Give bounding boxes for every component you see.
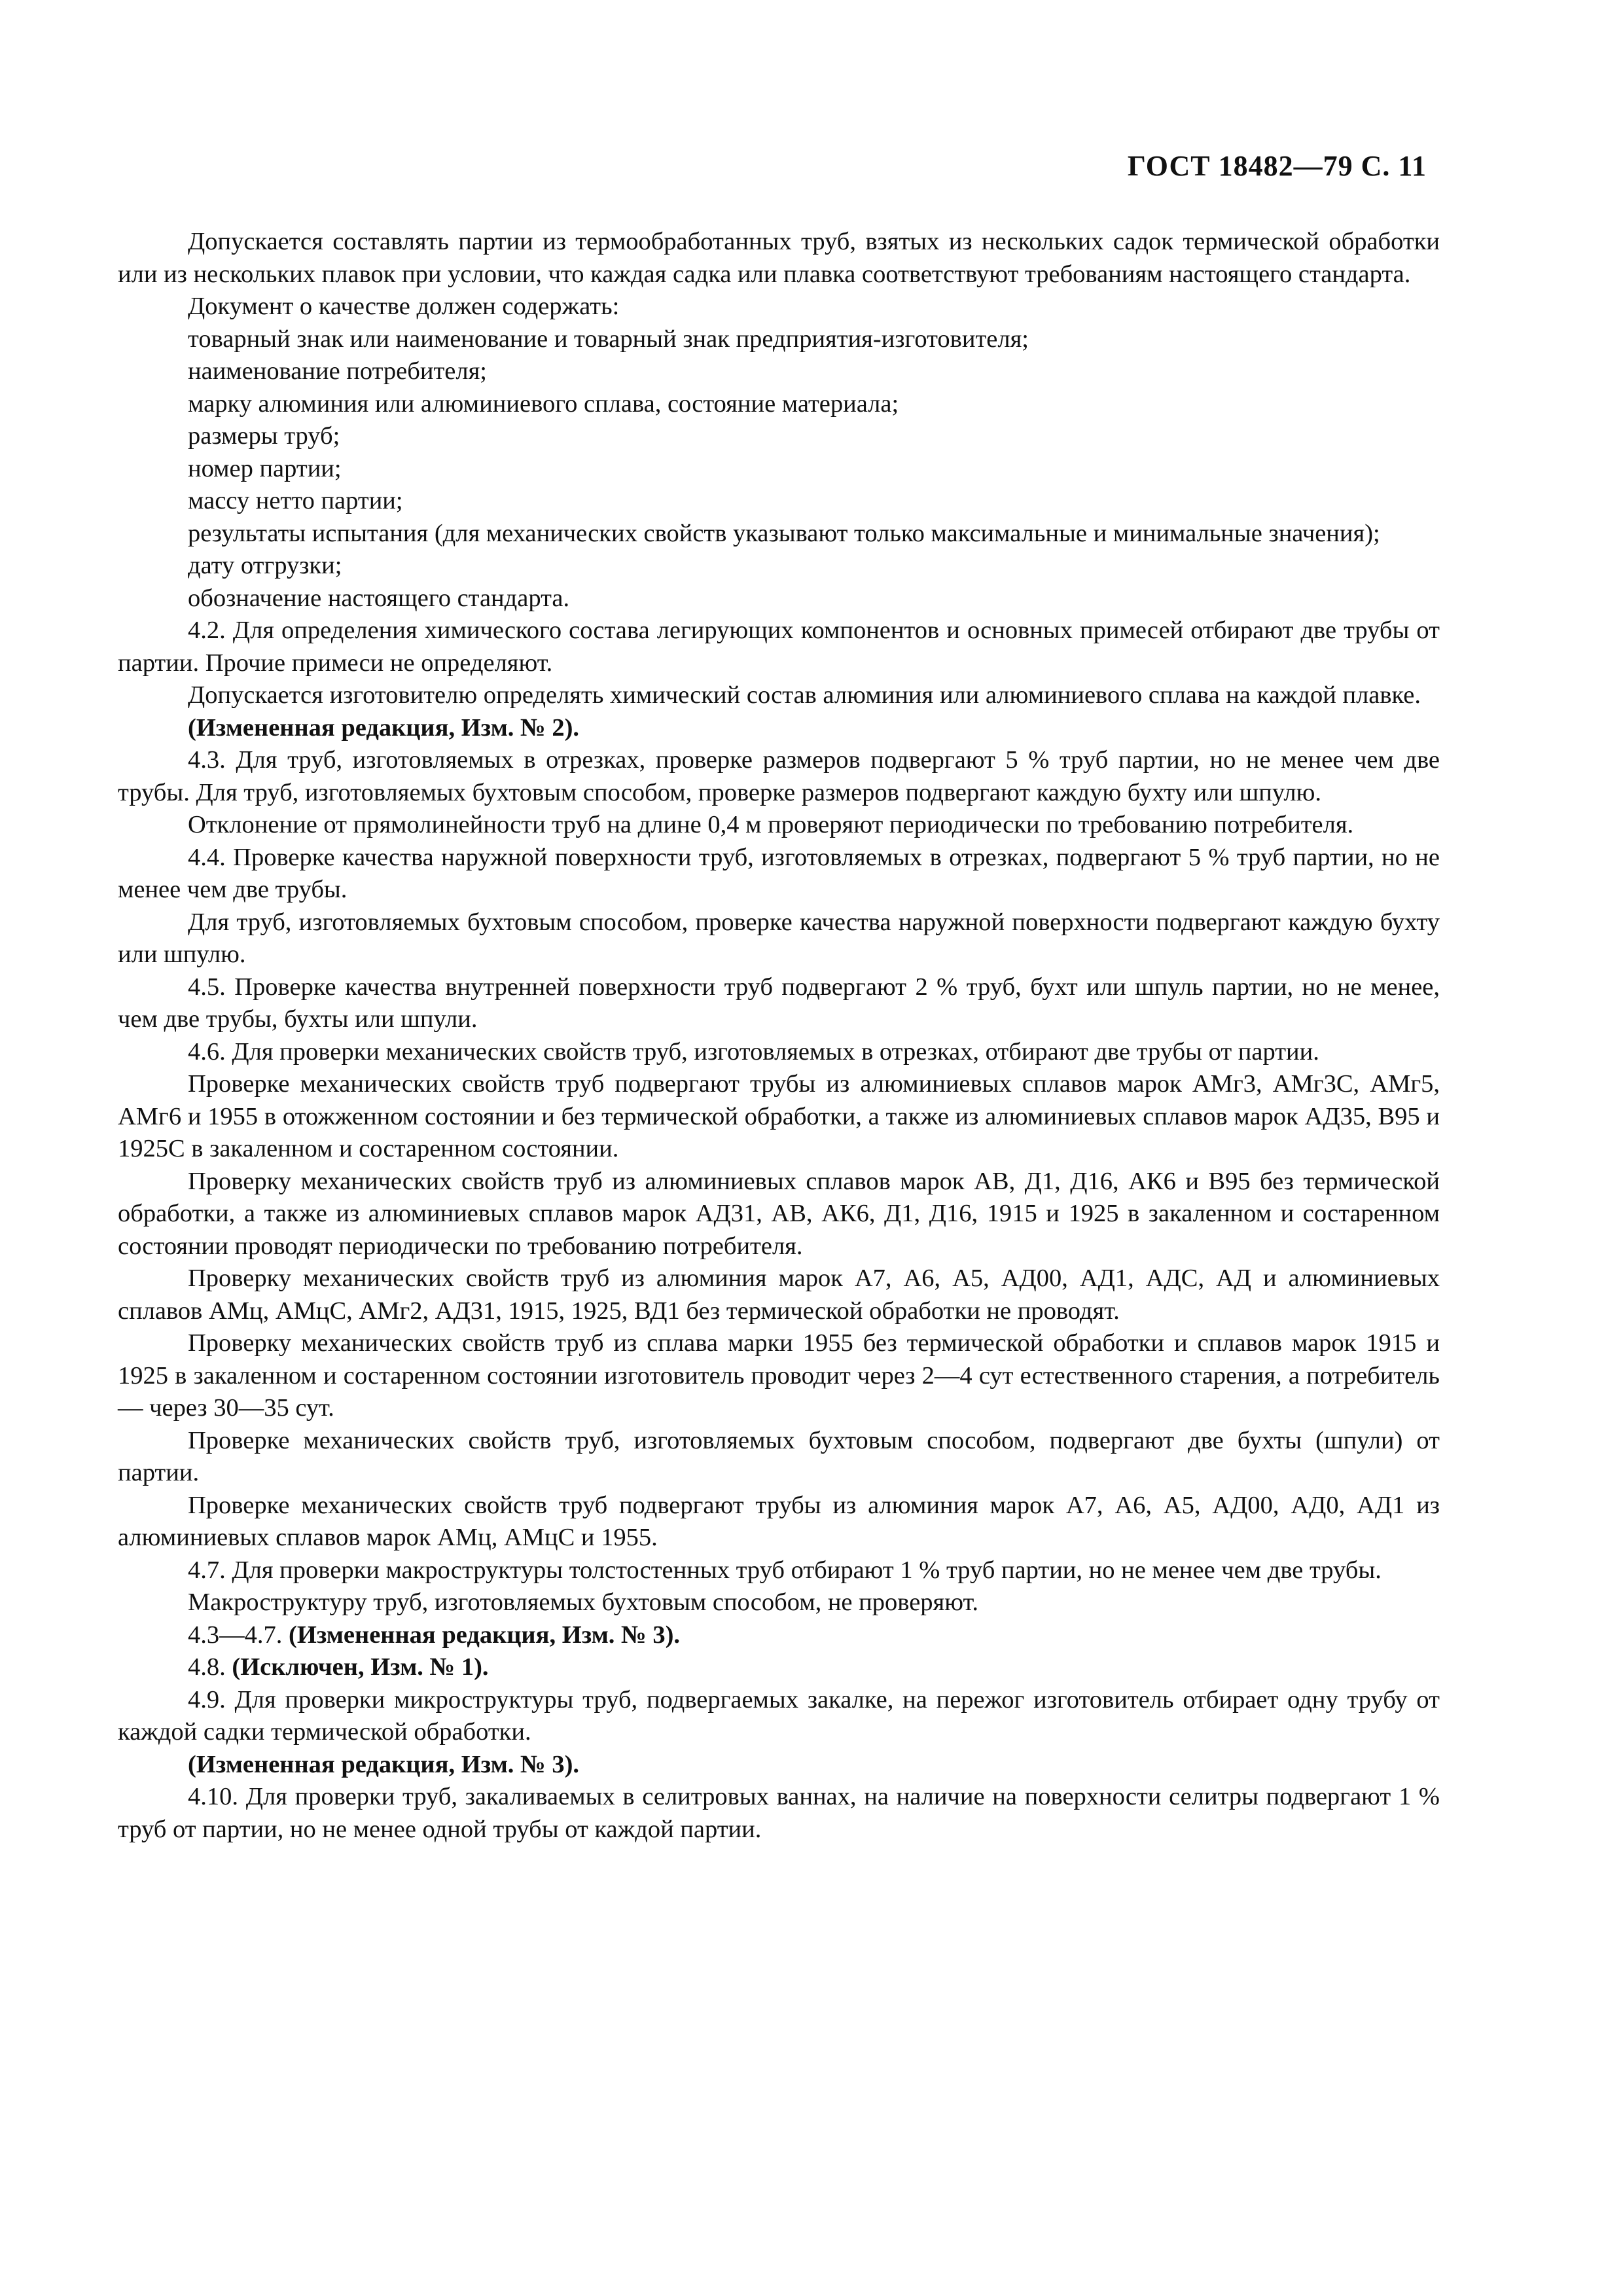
list-item: массу нетто партии; bbox=[188, 487, 403, 514]
clause-4-8: 4.8. (Исключен, Изм. № 1). bbox=[188, 1653, 489, 1681]
paragraph: Допускается составлять партии из термообработанных труб, взятых из нескольких садок термической обработки или из нескольких плавок при условии, что каждая садка или плавка соответствуют требованиям настоящего стандарта. bbox=[118, 228, 1440, 288]
list-item: номер партии; bbox=[188, 454, 342, 482]
page-header: ГОСТ 18482—79 С. 11 bbox=[1127, 150, 1427, 182]
amendment-note-text: (Измененная редакция, Изм. № 2). bbox=[188, 713, 580, 742]
clause-4-6: 4.6. Для проверки механических свойств труб, изготовляемых в отрезках, отбирают две трубы от партии. bbox=[188, 1037, 1319, 1066]
paragraph: Допускается изготовителю определять химический состав алюминия или алюминиевого сплава на каждой плавке. bbox=[188, 681, 1421, 709]
clause-4-7: 4.7. Для проверки макроструктуры толстостенных труб отбирают 1 % труб партии, но не менее чем две трубы. bbox=[188, 1556, 1382, 1584]
paragraph: Отклонение от прямолинейности труб на длине 0,4 м проверяют периодически по требованию потребителя. bbox=[188, 811, 1354, 838]
clause-4-3: 4.3. Для труб, изготовляемых в отрезках, проверке размеров подвергают 5 % труб партии, но не менее чем две трубы. Для труб, изготовляемых бухтовым способом, проверке размеров подвергают каждую бухту или шпулю. bbox=[118, 746, 1440, 806]
amendment-note-text: (Измененная редакция, Изм. № 3). bbox=[188, 1750, 580, 1778]
clause-4-5: 4.5. Проверке качества внутренней поверхности труб подвергают 2 % труб, бухт или шпуль партии, но не менее, чем две трубы, бухты или шпули. bbox=[118, 973, 1440, 1033]
list-item: результаты испытания (для механических свойств указывают только максимальные и минимальные значения); bbox=[188, 519, 1380, 547]
clause-4-4: 4.4. Проверке качества наружной поверхности труб, изготовляемых в отрезках, подвергают 5 % труб партии, но не менее чем две трубы. bbox=[118, 843, 1440, 903]
paragraph: Проверку механических свойств труб из алюминиевых сплавов марок АВ, Д1, Д16, АК6 и В95 без термической обработки, а также из алюминиевых сплавов марок АД31, АВ, АК6, Д1, Д16, 1915 и 1925 в закаленном и состаренном состоянии проводят периодически по требованию потребителя. bbox=[118, 1167, 1440, 1260]
amendment-note: 4.3—4.7. (Измененная редакция, Изм. № 3). bbox=[188, 1621, 681, 1649]
list-item: товарный знак или наименование и товарный знак предприятия-изготовителя; bbox=[188, 325, 1029, 353]
clause-4-2: 4.2. Для определения химического состава легирующих компонентов и основных примесей отбирают две трубы от партии. Прочие примеси не определяют. bbox=[118, 617, 1440, 677]
paragraph: Проверке механических свойств труб, изготовляемых бухтовым способом, подвергают две бухты (шпули) от партии. bbox=[118, 1426, 1440, 1486]
paragraph: Проверку механических свойств труб из сплава марки 1955 без термической обработки и сплавов марок 1915 и 1925 в закаленном и состаренном состоянии изготовитель проводит через 2—4 сут естественного старения, а потребитель — через 30—35 сут. bbox=[118, 1329, 1440, 1422]
list-item: размеры труб; bbox=[188, 422, 340, 450]
clause-4-9: 4.9. Для проверки микроструктуры труб, подвергаемых закалке, на пережог изготовитель отбирает одну трубу от каждой садки термической обработки. bbox=[118, 1685, 1440, 1746]
paragraph: Документ о качестве должен содержать: bbox=[188, 293, 620, 320]
paragraph: Проверке механических свойств труб подвергают трубы из алюминия марок А7, А6, А5, АД00, АД0, АД1 из алюминиевых сплавов марок АМц, АМцС и 1955. bbox=[118, 1491, 1440, 1551]
paragraph: Проверке механических свойств труб подвергают трубы из алюминиевых сплавов марок АМг3, АМг3С, АМг5, АМг6 и 1955 в отожженном состоянии и без термической обработки, а также из алюминиевых сплавов марок АД35, В95 и 1925С в закаленном и состаренном состоянии. bbox=[118, 1070, 1440, 1162]
document-body bbox=[118, 226, 1440, 1846]
amendment-bold-text: (Исключен, Изм. № 1). bbox=[232, 1653, 489, 1681]
clause-4-10: 4.10. Для проверки труб, закаливаемых в селитровых ваннах, на наличие на поверхности селитры подвергают 1 % труб от партии, но не менее одной трубы от каждой партии. bbox=[118, 1783, 1440, 1843]
list-item: марку алюминия или алюминиевого сплава, состояние материала; bbox=[188, 389, 899, 418]
list-item: наименование потребителя; bbox=[188, 357, 487, 385]
amendment-bold-text: (Измененная редакция, Изм. № 3). bbox=[289, 1621, 681, 1649]
paragraph: Макроструктуру труб, изготовляемых бухтовым способом, не проверяют. bbox=[188, 1588, 979, 1616]
amendment-note bbox=[118, 1749, 1440, 1782]
amendment-note bbox=[118, 712, 1440, 745]
paragraph: Для труб, изготовляемых бухтовым способом, проверке качества наружной поверхности подвергают каждую бухту или шпулю. bbox=[118, 908, 1440, 968]
list-item: дату отгрузки; bbox=[188, 552, 342, 579]
paragraph: Проверку механических свойств труб из алюминия марок А7, А6, А5, АД00, АД1, АДС, АД и алюминиевых сплавов АМц, АМцС, АМг2, АД31, 1915, 1925, ВД1 без термической обработки не проводят. bbox=[118, 1265, 1440, 1325]
list-item: обозначение настоящего стандарта. bbox=[188, 584, 570, 612]
